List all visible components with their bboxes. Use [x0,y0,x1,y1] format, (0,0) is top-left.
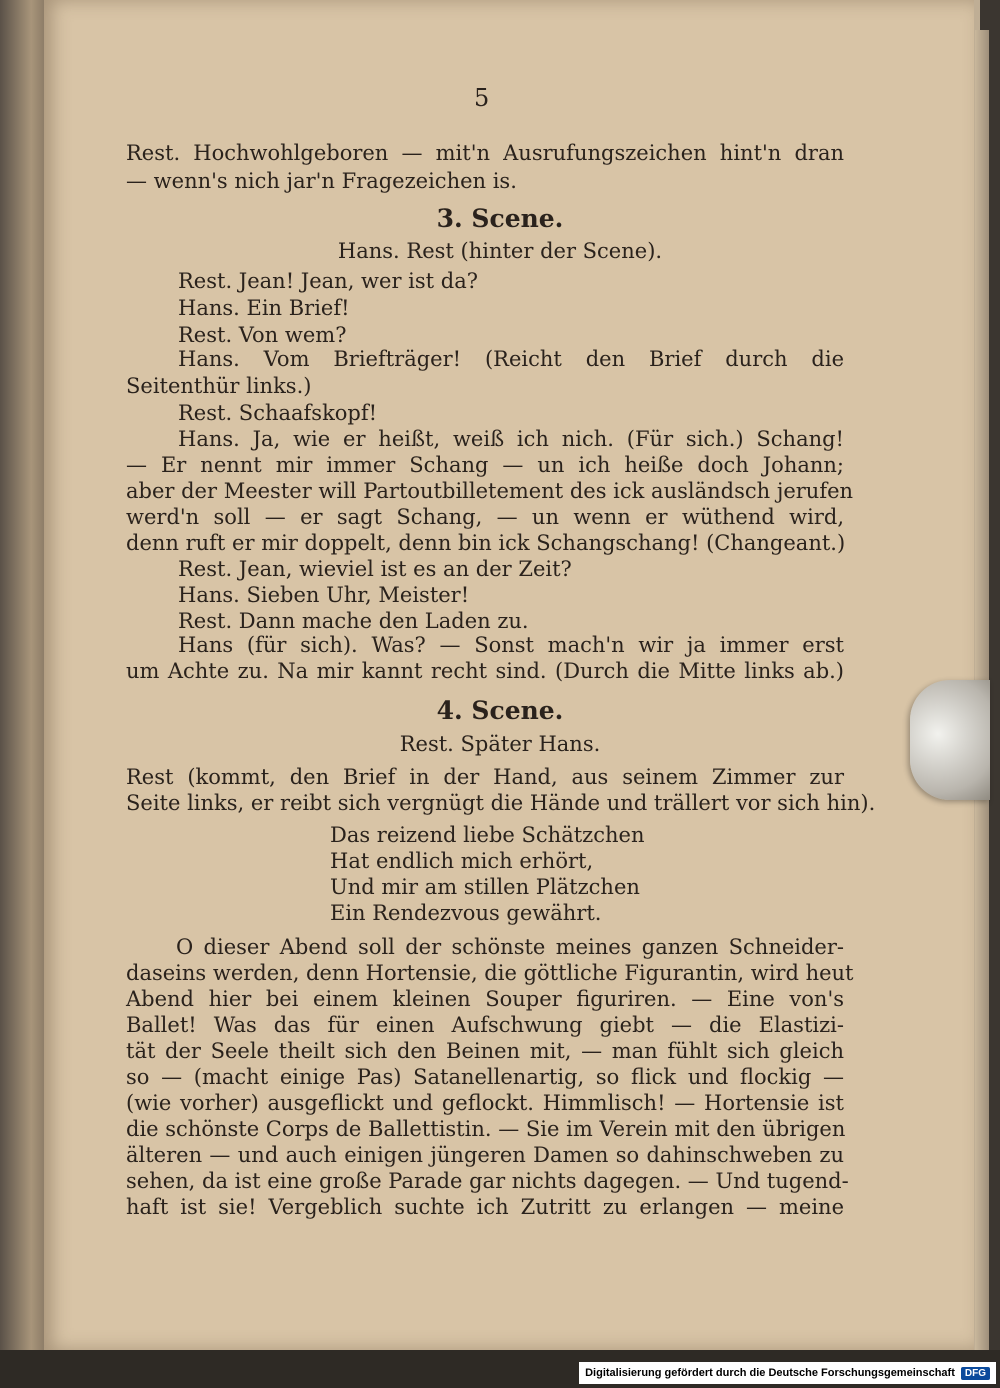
dialogue-line: Hans. Vom Briefträger! (Reicht den Brief durch die [178,347,844,371]
dialogue-line: um Achte zu. Na mir kannt recht sind. (Durch die Mitte links ab.) [126,659,844,683]
dialogue-line: Hans. Ja, wie er heißt, weiß ich nich. (Für sich.) Schang! [178,427,844,451]
dialogue-line: aber der Meester will Partoutbilletement des ick ausländsch jerufen [126,479,854,503]
scene-title: 3. Scene. [436,204,564,233]
verse-line: Und mir am stillen Plätzchen [330,875,640,899]
dialogue-line: denn ruft er mir doppelt, denn bin ick Schangschang! (Changeant.) [126,531,846,555]
dialogue-line: werd'n soll — er sagt Schang, — un wenn er wüthend wird, [126,505,844,529]
scene-cast: Hans. Rest (hinter der Scene). [337,239,663,263]
digitization-credit [579,1362,996,1384]
dialogue-line: Rest. Jean, wieviel ist es an der Zeit? [178,557,572,581]
verse-line: Das reizend liebe Schätzchen [330,823,645,847]
body-line: haft ist sie! Vergeblich suchte ich Zutritt zu erlangen — meine [126,1195,844,1219]
stage-direction-line: Seite links, er reibt sich vergnügt die Hände und trällert vor sich hin). [126,791,876,815]
body-line: so — (macht einige Pas) Satanellenartig, so flick und flockig — [126,1065,844,1089]
verse-line: Ein Rendezvous gewährt. [330,901,602,925]
text-line: Rest. Hochwohlgeboren — mit'n Ausrufungszeichen hint'n dran [126,141,844,165]
body-line: tät der Seele theilt sich den Beinen mit, — man fühlt sich gleich [126,1039,844,1063]
scene-title: 4. Scene. [436,696,564,725]
body-line: sehen, da ist eine große Parade gar nichts dagegen. — Und tugend- [126,1169,849,1193]
body-line: daseins werden, denn Hortensie, die göttliche Figurantin, wird heut [126,961,854,985]
body-line: O dieser Abend soll der schönste meines ganzen Schneider- [176,935,844,959]
verse-line: Hat endlich mich erhört, [330,849,594,873]
body-line: älteren — und auch einigen jüngeren Damen so dahinschweben zu [126,1143,844,1167]
body-line: Abend hier bei einem kleinen Souper figuriren. — Eine von's [126,987,844,1011]
body-line: (wie vorher) ausgeflickt und geflockt. Himmlisch! — Hortensie ist [126,1091,844,1115]
credit-text: Digitalisierung gefördert durch die Deutsche Forschungsgemeinschaft [585,1367,955,1379]
dialogue-line: Rest. Dann mache den Laden zu. [178,609,529,633]
dialogue-line: Rest. Schaafskopf! [178,401,378,425]
body-line: die schönste Corps de Ballettistin. — Sie im Verein mit den übrigen [126,1117,846,1141]
page-number: 5 [474,84,490,112]
text-line: — wenn's nich jar'n Fragezeichen is. [126,169,517,193]
dialogue-line: Hans. Ein Brief! [178,296,350,320]
scene-cast: Rest. Später Hans. [399,732,601,756]
dialogue-line: Hans (für sich). Was? — Sonst mach'n wir ja immer erst [178,633,844,657]
dialogue-line: Rest. Jean! Jean, wer ist da? [178,269,478,293]
dfg-logo-icon: DFG [961,1367,990,1380]
stage-direction-line: Rest (kommt, den Brief in der Hand, aus seinem Zimmer zur [126,765,844,789]
dialogue-line: — Er nennt mir immer Schang — un ich heiße doch Johann; [126,453,844,477]
dialogue-line: Rest. Von wem? [178,323,347,347]
body-line: Ballet! Was das für einen Aufschwung giebt — die Elastizi- [126,1013,844,1037]
dialogue-line: Hans. Sieben Uhr, Meister! [178,583,470,607]
dialogue-line: Seitenthür links.) [126,374,312,398]
